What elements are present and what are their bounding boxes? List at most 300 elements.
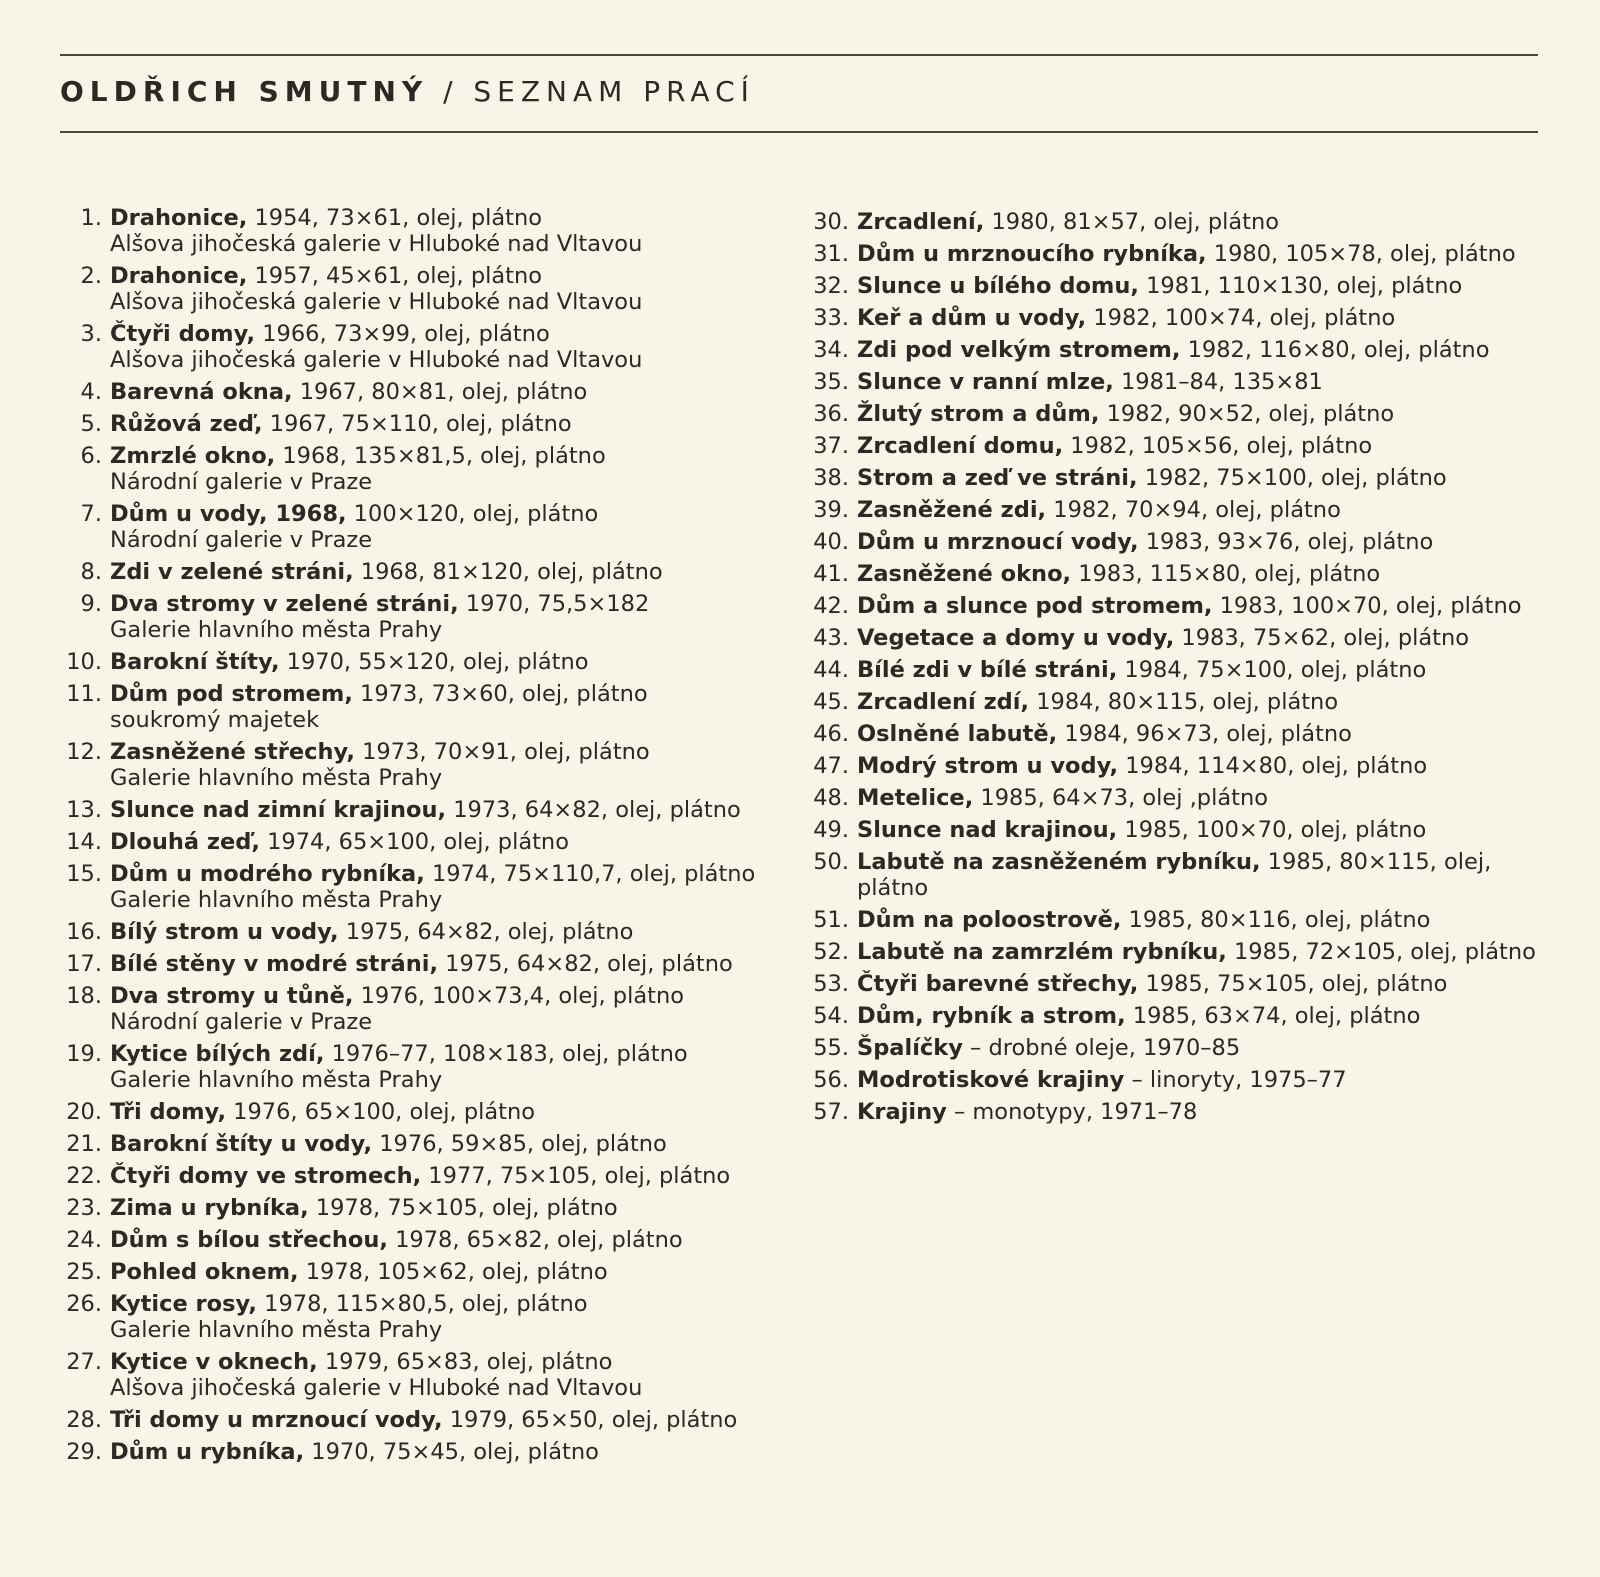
work-number: 54.	[813, 1003, 849, 1029]
work-details: 1982, 116×80, olej, plátno	[1180, 337, 1490, 363]
work-entry	[805, 1099, 1545, 1125]
work-entry	[58, 1349, 798, 1401]
work-number: 56.	[813, 1067, 849, 1093]
list-title: SEZNAM PRACÍ	[473, 75, 755, 108]
work-entry	[58, 379, 798, 405]
work-line	[110, 739, 798, 765]
work-title: Kytice v oknech,	[110, 1349, 318, 1375]
work-details: 1973, 73×60, olej, plátno	[352, 681, 648, 707]
work-details: – drobné oleje, 1970–85	[962, 1035, 1241, 1061]
work-title: Drahonice,	[110, 205, 248, 231]
work-line	[110, 829, 798, 855]
work-line	[857, 1035, 1545, 1061]
work-number: 1.	[80, 205, 102, 231]
work-title: Slunce v ranní mlze,	[857, 369, 1114, 395]
work-title: Žlutý strom a dům,	[857, 401, 1100, 427]
work-line	[857, 1067, 1545, 1093]
work-title: Zdi v zelené stráni,	[110, 559, 354, 585]
work-line	[110, 1041, 798, 1067]
work-title: Slunce u bílého domu,	[857, 273, 1139, 299]
work-line	[110, 1349, 798, 1375]
work-details: – monotypy, 1971–78	[946, 1099, 1198, 1125]
work-entry	[805, 907, 1545, 933]
work-line	[110, 411, 798, 437]
work-line	[857, 907, 1545, 933]
work-details: 100×120, olej, plátno	[346, 501, 599, 527]
work-line	[110, 983, 798, 1009]
work-entry	[58, 829, 798, 855]
work-line	[110, 1195, 798, 1221]
work-number: 2.	[80, 263, 102, 289]
work-details-continuation: plátno	[857, 875, 929, 901]
work-entry	[805, 241, 1545, 267]
work-number: 48.	[813, 785, 849, 811]
work-title: Dům pod stromem,	[110, 681, 353, 707]
work-title: Pohled oknem,	[110, 1259, 299, 1285]
work-number: 49.	[813, 817, 849, 843]
work-line	[857, 241, 1545, 267]
work-location: Alšova jihočeská galerie v Hluboké nad Vltavou	[110, 1375, 643, 1401]
work-details: 1970, 55×120, olej, plátno	[279, 649, 589, 675]
work-entry	[805, 1067, 1545, 1093]
work-number: 15.	[66, 861, 102, 887]
work-title: Tři domy,	[110, 1099, 226, 1125]
work-number: 8.	[80, 559, 102, 585]
work-number: 22.	[66, 1163, 102, 1189]
work-details: 1978, 65×82, olej, plátno	[387, 1227, 683, 1253]
work-entry	[58, 1131, 798, 1157]
work-entry	[58, 1259, 798, 1285]
work-number: 17.	[66, 951, 102, 977]
work-title: Dům u rybníka,	[110, 1439, 305, 1465]
work-line	[857, 785, 1545, 811]
work-title: Zasněžené střechy,	[110, 739, 355, 765]
work-line	[857, 529, 1545, 555]
work-entry	[58, 1195, 798, 1221]
work-entry	[805, 465, 1545, 491]
work-line	[857, 433, 1545, 459]
work-number: 44.	[813, 657, 849, 683]
work-line	[110, 649, 798, 675]
work-entry	[58, 263, 798, 315]
work-title: Labutě na zamrzlém rybníku,	[857, 939, 1227, 965]
work-number: 47.	[813, 753, 849, 779]
work-line	[110, 861, 798, 887]
work-details: 1954, 73×61, olej, plátno	[247, 205, 543, 231]
work-title: Dům a slunce pod stromem,	[857, 593, 1213, 619]
work-entry	[805, 625, 1545, 651]
work-title: Oslněné labutě,	[857, 721, 1058, 747]
work-entry	[58, 983, 798, 1035]
work-number: 13.	[66, 797, 102, 823]
work-number: 34.	[813, 337, 849, 363]
work-line	[110, 1227, 798, 1253]
work-title: Modrotiskové krajiny	[857, 1067, 1125, 1093]
work-details: 1981, 110×130, olej, plátno	[1138, 273, 1463, 299]
work-title: Zrcadlení zdí,	[857, 689, 1030, 715]
work-entry	[805, 1035, 1545, 1061]
work-details: 1974, 65×100, olej, plátno	[259, 829, 569, 855]
work-entry	[58, 861, 798, 913]
work-title: Metelice,	[857, 785, 974, 811]
work-details: 1985, 100×70, olej, plátno	[1117, 817, 1427, 843]
work-location: Alšova jihočeská galerie v Hluboké nad Vltavou	[110, 289, 643, 315]
work-number: 18.	[66, 983, 102, 1009]
work-number: 52.	[813, 939, 849, 965]
work-title: Dům, rybník a strom,	[857, 1003, 1126, 1029]
work-line	[857, 753, 1545, 779]
work-details: 1978, 115×80,5, olej, plátno	[256, 1291, 588, 1317]
work-number: 16.	[66, 919, 102, 945]
work-number: 12.	[66, 739, 102, 765]
work-details: 1982, 100×74, olej, plátno	[1086, 305, 1396, 331]
work-number: 14.	[66, 829, 102, 855]
work-title: Zima u rybníka,	[110, 1195, 309, 1221]
work-entry	[58, 1291, 798, 1343]
work-title: Barokní štíty u vody,	[110, 1131, 373, 1157]
work-entry	[58, 501, 798, 553]
work-entry	[805, 337, 1545, 363]
work-title: Špalíčky	[857, 1035, 963, 1061]
work-details: 1957, 45×61, olej, plátno	[247, 263, 543, 289]
work-details: 1980, 105×78, olej, plátno	[1206, 241, 1516, 267]
work-line	[857, 337, 1545, 363]
work-entry	[58, 1163, 798, 1189]
work-entry	[58, 1099, 798, 1125]
work-line	[857, 657, 1545, 683]
page-header	[60, 75, 755, 108]
work-details: 1985, 72×105, olej, plátno	[1226, 939, 1536, 965]
work-number: 26.	[66, 1291, 102, 1317]
work-details: 1976, 65×100, olej, plátno	[226, 1099, 536, 1125]
work-number: 53.	[813, 971, 849, 997]
work-details: 1976, 100×73,4, olej, plátno	[353, 983, 684, 1009]
work-entry	[58, 411, 798, 437]
work-title: Dva stromy u tůně,	[110, 983, 354, 1009]
work-title: Kytice rosy,	[110, 1291, 257, 1317]
work-details: 1985, 64×73, olej ,plátno	[973, 785, 1268, 811]
work-location: Galerie hlavního města Prahy	[110, 1317, 443, 1343]
work-details: 1985, 63×74, olej, plátno	[1125, 1003, 1421, 1029]
work-line	[110, 681, 798, 707]
work-entry	[58, 1407, 798, 1433]
work-line	[857, 1099, 1545, 1125]
work-location: Galerie hlavního města Prahy	[110, 1067, 443, 1093]
work-entry	[805, 593, 1545, 619]
work-location: Galerie hlavního města Prahy	[110, 765, 443, 791]
work-number: 43.	[813, 625, 849, 651]
work-number: 21.	[66, 1131, 102, 1157]
work-details: 1968, 135×81,5, olej, plátno	[275, 443, 606, 469]
work-number: 32.	[813, 273, 849, 299]
header-separator: /	[428, 75, 474, 108]
work-details: 1984, 96×73, olej, plátno	[1057, 721, 1352, 747]
work-title: Zrcadlení,	[857, 209, 985, 235]
work-number: 50.	[813, 849, 849, 875]
work-details: 1973, 70×91, olej, plátno	[354, 739, 650, 765]
work-title: Čtyři domy,	[110, 321, 256, 347]
work-entry	[805, 433, 1545, 459]
work-line	[857, 401, 1545, 427]
work-entry	[805, 939, 1545, 965]
work-entry	[805, 209, 1545, 235]
work-number: 6.	[80, 443, 102, 469]
work-entry	[805, 971, 1545, 997]
work-title: Růžová zeď,	[110, 411, 263, 437]
work-location: Alšova jihočeská galerie v Hluboké nad Vltavou	[110, 231, 643, 257]
work-number: 28.	[66, 1407, 102, 1433]
work-number: 37.	[813, 433, 849, 459]
work-number: 46.	[813, 721, 849, 747]
work-entry	[805, 785, 1545, 811]
author-name: OLDŘICH SMUTNÝ	[60, 75, 429, 108]
work-entry	[58, 951, 798, 977]
work-entry	[58, 559, 798, 585]
work-entry	[805, 401, 1545, 427]
work-line	[857, 497, 1545, 523]
work-entry	[58, 919, 798, 945]
work-entry	[805, 689, 1545, 715]
work-entry	[805, 657, 1545, 683]
work-entry	[805, 529, 1545, 555]
work-line	[857, 689, 1545, 715]
work-details: 1970, 75×45, olej, plátno	[304, 1439, 599, 1465]
work-details: 1984, 114×80, olej, plátno	[1118, 753, 1428, 779]
work-title: Dům u mrznoucího rybníka,	[857, 241, 1207, 267]
work-line	[110, 1099, 798, 1125]
work-number: 40.	[813, 529, 849, 555]
work-number: 9.	[80, 591, 102, 617]
work-number: 36.	[813, 401, 849, 427]
work-details: 1974, 75×110,7, olej, plátno	[424, 861, 756, 887]
work-title: Dům u mrznoucí vody,	[857, 529, 1139, 555]
bottom-rule	[60, 131, 1538, 133]
work-details: 1983, 100×70, olej, plátno	[1212, 593, 1522, 619]
work-entry	[58, 1227, 798, 1253]
work-entry	[58, 443, 798, 495]
work-line	[857, 369, 1545, 395]
work-title: Labutě na zasněženém rybníku,	[857, 849, 1261, 875]
work-details: 1983, 75×62, olej, plátno	[1174, 625, 1469, 651]
work-title: Dům s bílou střechou,	[110, 1227, 388, 1253]
work-details: 1966, 73×99, olej, plátno	[255, 321, 550, 347]
work-line	[110, 263, 798, 289]
work-line	[857, 1003, 1545, 1029]
work-title: Krajiny	[857, 1099, 947, 1125]
work-number: 51.	[813, 907, 849, 933]
work-number: 3.	[80, 321, 102, 347]
work-location: Galerie hlavního města Prahy	[110, 617, 443, 643]
work-entry	[805, 561, 1545, 587]
work-title: Barevná okna,	[110, 379, 293, 405]
work-line	[110, 1163, 798, 1189]
work-number: 30.	[813, 209, 849, 235]
work-title: Bílý strom u vody,	[110, 919, 339, 945]
work-number: 39.	[813, 497, 849, 523]
work-details: 1985, 80×116, olej, plátno	[1121, 907, 1431, 933]
work-entry	[805, 369, 1545, 395]
work-details: 1970, 75,5×182	[458, 591, 650, 617]
work-number: 7.	[80, 501, 102, 527]
work-title: Zasněžené okno,	[857, 561, 1072, 587]
work-title: Zmrzlé okno,	[110, 443, 276, 469]
work-details: 1968, 81×120, olej, plátno	[353, 559, 663, 585]
work-line	[857, 939, 1545, 965]
work-details: 1975, 64×82, olej, plátno	[438, 951, 733, 977]
work-number: 35.	[813, 369, 849, 395]
work-number: 42.	[813, 593, 849, 619]
work-title: Čtyři domy ve stromech,	[110, 1163, 422, 1189]
work-entry	[805, 849, 1545, 901]
work-number: 41.	[813, 561, 849, 587]
work-line	[110, 1439, 798, 1465]
work-line	[110, 205, 798, 231]
work-details: 1984, 80×115, olej, plátno	[1029, 689, 1339, 715]
work-title: Kytice bílých zdí,	[110, 1041, 325, 1067]
work-details: 1978, 105×62, olej, plátno	[298, 1259, 608, 1285]
work-details: 1976, 59×85, olej, plátno	[372, 1131, 667, 1157]
work-number: 57.	[813, 1099, 849, 1125]
work-details: 1985, 75×105, olej, plátno	[1138, 971, 1448, 997]
work-line	[857, 593, 1545, 619]
work-line	[110, 1407, 798, 1433]
works-list-right-column	[805, 209, 1545, 1131]
work-title: Dva stromy v zelené stráni,	[110, 591, 459, 617]
work-details: 1976–77, 108×183, olej, plátno	[324, 1041, 688, 1067]
work-title: Zdi pod velkým stromem,	[857, 337, 1181, 363]
work-title: Dlouhá zeď,	[110, 829, 260, 855]
work-details: 1982, 75×100, olej, plátno	[1137, 465, 1447, 491]
work-details: 1982, 105×56, olej, plátno	[1063, 433, 1373, 459]
work-details: 1978, 75×105, olej, plátno	[308, 1195, 618, 1221]
work-line	[110, 797, 798, 823]
work-location: soukromý majetek	[110, 707, 320, 733]
work-entry	[805, 1003, 1545, 1029]
work-number: 10.	[66, 649, 102, 675]
work-number: 5.	[80, 411, 102, 437]
work-title: Strom a zeď ve stráni,	[857, 465, 1138, 491]
work-line	[857, 721, 1545, 747]
work-details: – linoryty, 1975–77	[1124, 1067, 1347, 1093]
work-entry	[58, 739, 798, 791]
work-number: 4.	[80, 379, 102, 405]
work-line	[110, 951, 798, 977]
work-entry	[58, 681, 798, 733]
work-location: Národní galerie v Praze	[110, 1009, 373, 1035]
work-location: Národní galerie v Praze	[110, 527, 373, 553]
work-number: 23.	[66, 1195, 102, 1221]
work-line	[857, 273, 1545, 299]
work-number: 19.	[66, 1041, 102, 1067]
works-list-left-column	[58, 205, 798, 1471]
work-number: 25.	[66, 1259, 102, 1285]
work-title: Zasněžené zdi,	[857, 497, 1047, 523]
work-entry	[58, 1041, 798, 1093]
work-number: 20.	[66, 1099, 102, 1125]
work-line	[857, 561, 1545, 587]
work-number: 24.	[66, 1227, 102, 1253]
work-details: 1977, 75×105, olej, plátno	[421, 1163, 731, 1189]
work-title: Bílé stěny v modré stráni,	[110, 951, 438, 977]
work-entry	[58, 205, 798, 257]
work-line	[110, 379, 798, 405]
work-line	[857, 465, 1545, 491]
work-entry	[805, 817, 1545, 843]
work-entry	[805, 273, 1545, 299]
work-number: 31.	[813, 241, 849, 267]
work-details: 1982, 90×52, olej, plátno	[1099, 401, 1395, 427]
work-title: Slunce nad zimní krajinou,	[110, 797, 447, 823]
work-location: Národní galerie v Praze	[110, 469, 373, 495]
work-location: Alšova jihočeská galerie v Hluboké nad Vltavou	[110, 347, 643, 373]
work-location: Galerie hlavního města Prahy	[110, 887, 443, 913]
work-entry	[805, 721, 1545, 747]
work-number: 45.	[813, 689, 849, 715]
work-entry	[58, 649, 798, 675]
work-title: Dům u modrého rybníka,	[110, 861, 425, 887]
work-details: 1981–84, 135×81	[1113, 369, 1323, 395]
work-details: 1979, 65×83, olej, plátno	[317, 1349, 613, 1375]
work-details: 1980, 81×57, olej, plátno	[984, 209, 1280, 235]
work-line	[857, 305, 1545, 331]
work-entry	[58, 1439, 798, 1465]
work-title: Čtyři barevné střechy,	[857, 971, 1139, 997]
work-entry	[58, 321, 798, 373]
work-number: 33.	[813, 305, 849, 331]
work-entry	[58, 797, 798, 823]
work-details: 1967, 80×81, olej, plátno	[292, 379, 588, 405]
work-title: Zrcadlení domu,	[857, 433, 1064, 459]
work-details: 1979, 65×50, olej, plátno	[442, 1407, 738, 1433]
work-title: Barokní štíty,	[110, 649, 280, 675]
work-line	[110, 501, 798, 527]
work-title: Tři domy u mrznoucí vody,	[110, 1407, 443, 1433]
work-number: 55.	[813, 1035, 849, 1061]
work-title: Dům u vody, 1968,	[110, 501, 347, 527]
work-line	[110, 1259, 798, 1285]
work-details: 1967, 75×110, olej, plátno	[262, 411, 572, 437]
work-line	[857, 625, 1545, 651]
work-line	[110, 321, 798, 347]
work-entry	[805, 497, 1545, 523]
work-details: 1982, 70×94, olej, plátno	[1046, 497, 1341, 523]
work-entry	[805, 753, 1545, 779]
top-rule	[60, 54, 1538, 56]
work-number: 27.	[66, 1349, 102, 1375]
work-title: Modrý strom u vody,	[857, 753, 1119, 779]
work-details: 1984, 75×100, olej, plátno	[1117, 657, 1427, 683]
work-number: 29.	[66, 1439, 102, 1465]
work-entry	[805, 305, 1545, 331]
work-line	[110, 919, 798, 945]
work-title: Slunce nad krajinou,	[857, 817, 1118, 843]
work-line	[110, 443, 798, 469]
work-title: Vegetace a domy u vody,	[857, 625, 1175, 651]
work-line	[110, 1291, 798, 1317]
work-number: 11.	[66, 681, 102, 707]
work-title: Dům na poloostrově,	[857, 907, 1122, 933]
work-line	[110, 591, 798, 617]
work-details: 1985, 80×115, olej,	[1260, 849, 1492, 875]
work-line	[857, 209, 1545, 235]
work-number: 38.	[813, 465, 849, 491]
work-details: 1983, 93×76, olej, plátno	[1138, 529, 1434, 555]
work-line	[857, 817, 1545, 843]
work-details: 1975, 64×82, olej, plátno	[338, 919, 634, 945]
work-entry	[58, 591, 798, 643]
work-title: Bílé zdi v bílé stráni,	[857, 657, 1118, 683]
work-line	[857, 971, 1545, 997]
